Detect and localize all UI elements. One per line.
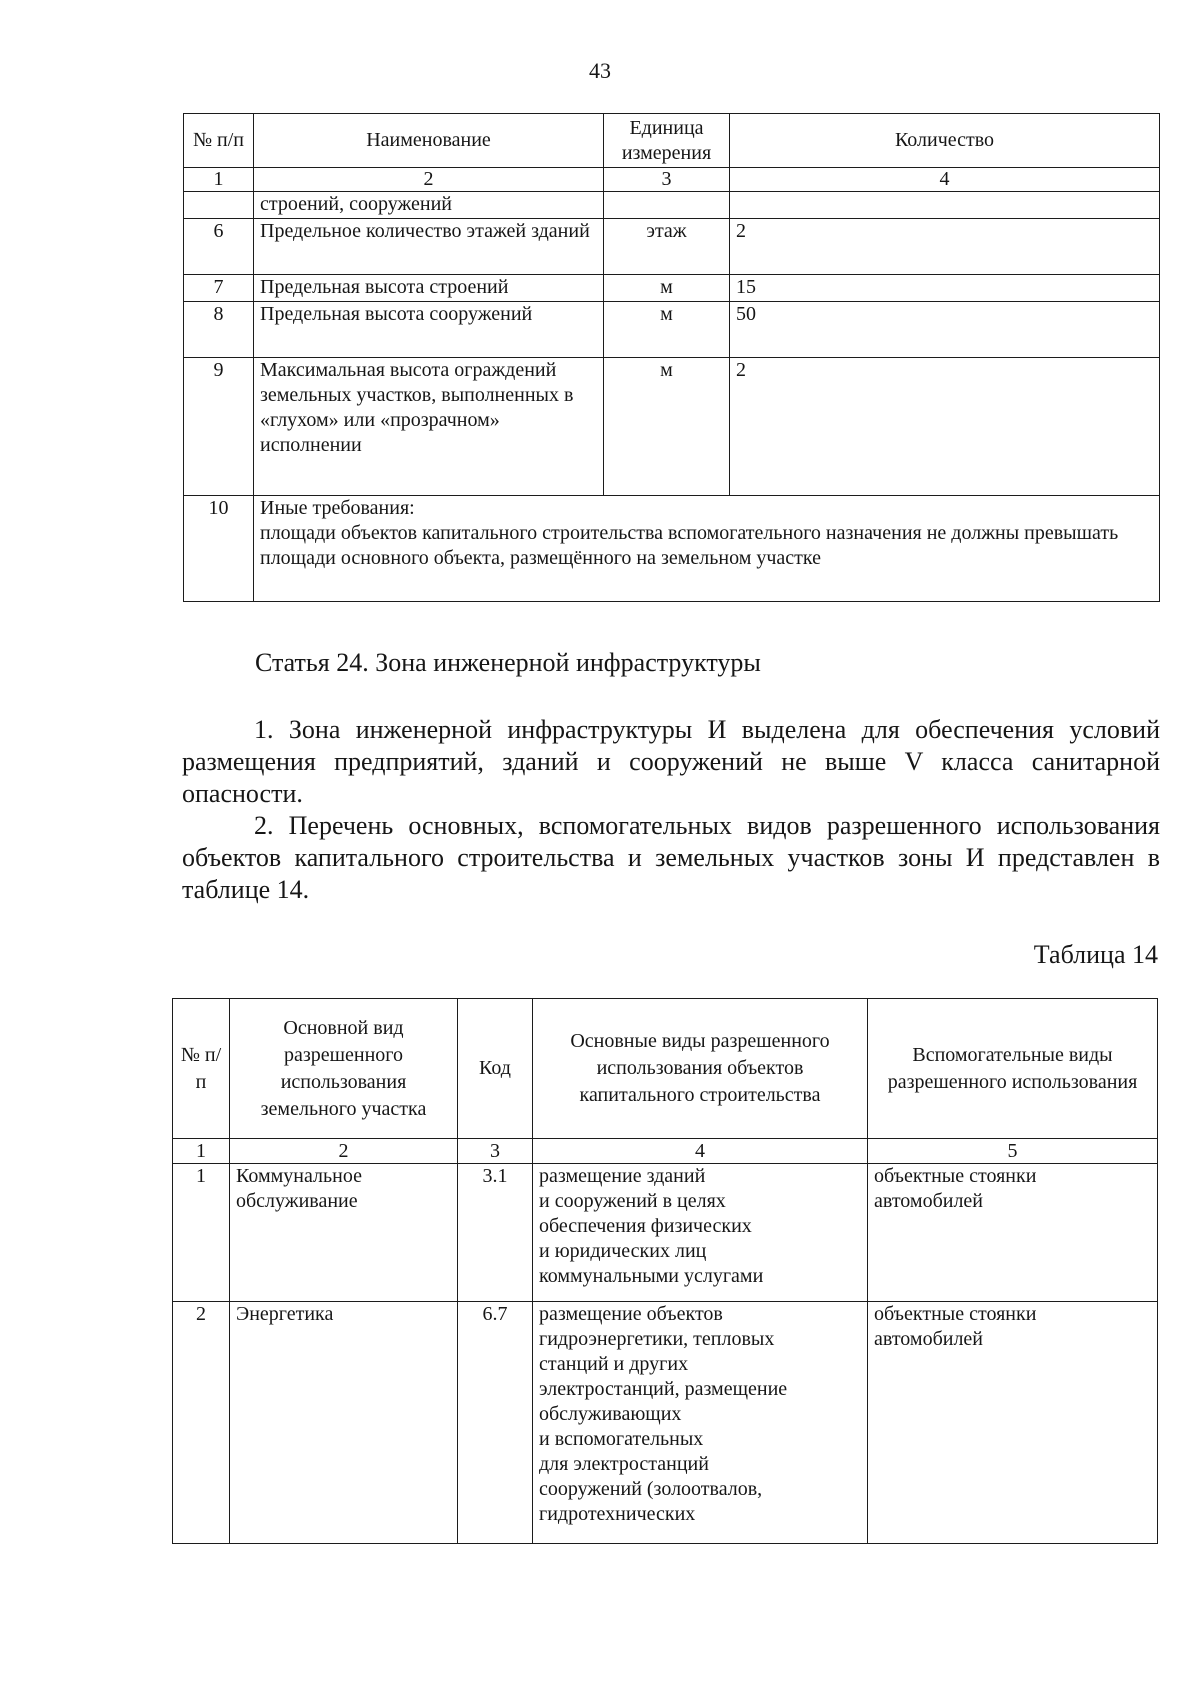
requirements-table bbox=[183, 113, 1160, 602]
row-qty: 15 bbox=[730, 275, 1160, 302]
row-code: 3.1 bbox=[458, 1164, 533, 1302]
table-row bbox=[184, 192, 1160, 219]
table-row-other-requirements bbox=[184, 496, 1160, 602]
row-name: строений, сооружений bbox=[254, 192, 604, 219]
row-num: 10 bbox=[184, 496, 254, 602]
row-unit: этаж bbox=[604, 219, 730, 275]
permitted-use-table bbox=[172, 998, 1158, 1544]
row-unit: м bbox=[604, 302, 730, 358]
table-caption: Таблица 14 bbox=[1033, 940, 1158, 969]
row-aux-kinds: объектные стоянки автомобилей bbox=[868, 1164, 1158, 1302]
row-main-kinds-oks: размещение зданий и сооружений в целях обеспечения физических и юридических лиц коммунальными услугами bbox=[533, 1164, 868, 1302]
row-code: 6.7 bbox=[458, 1302, 533, 1544]
table-header-row bbox=[184, 114, 1160, 168]
col-number: 3 bbox=[458, 1139, 533, 1164]
article-heading: Статья 24. Зона инженерной инфраструктуры bbox=[255, 648, 761, 677]
row-main-kind: Коммунальное обслуживание bbox=[230, 1164, 458, 1302]
header-code: Код bbox=[458, 999, 533, 1139]
table-row bbox=[184, 358, 1160, 496]
header-main-kinds-oks: Основные виды разрешенного использования объектов капитального строительства bbox=[533, 999, 868, 1139]
row-num: 8 bbox=[184, 302, 254, 358]
header-main-kind: Основной вид разрешенного использования земельного участка bbox=[230, 999, 458, 1139]
column-number-row bbox=[173, 1139, 1158, 1164]
row-unit bbox=[604, 192, 730, 219]
row-num: 6 bbox=[184, 219, 254, 275]
other-requirements-text: площади объектов капитального строительства вспомогательного назначения не должны превышать площади основного объекта, размещённого на земельном участке bbox=[260, 522, 1119, 569]
col-number: 5 bbox=[868, 1139, 1158, 1164]
other-requirements-label: Иные требования: bbox=[260, 497, 415, 519]
table-row bbox=[184, 219, 1160, 275]
row-num: 7 bbox=[184, 275, 254, 302]
table-header-row bbox=[173, 999, 1158, 1139]
column-number-row bbox=[184, 168, 1160, 192]
row-aux-kinds: объектные стоянки автомобилей bbox=[868, 1302, 1158, 1544]
table-row bbox=[184, 302, 1160, 358]
col-number: 2 bbox=[230, 1139, 458, 1164]
header-unit: Единица измерения bbox=[604, 114, 730, 168]
paragraph-2: 2. Перечень основных, вспомогательных видов разрешенного использования объектов капитального строительства и земельных участков зоны И представлен в таблице 14. bbox=[182, 811, 1160, 904]
row-num: 9 bbox=[184, 358, 254, 496]
header-num: № п/п bbox=[184, 114, 254, 168]
row-num: 1 bbox=[173, 1164, 230, 1302]
col-number: 2 bbox=[254, 168, 604, 192]
paragraph-1: 1. Зона инженерной инфраструктуры И выделена для обеспечения условий размещения предприятий, зданий и сооружений не выше V класса санитарной опасности. bbox=[182, 715, 1160, 808]
row-main-kinds-oks: размещение объектов гидроэнергетики, тепловых станций и других электростанций, размещение обслуживающих и вспомогательных для электростанций сооружений (золоотвалов, гидротехнических bbox=[533, 1302, 868, 1544]
row-unit: м bbox=[604, 275, 730, 302]
row-name: Предельная высота сооружений bbox=[254, 302, 604, 358]
row-unit: м bbox=[604, 358, 730, 496]
row-qty: 2 bbox=[730, 219, 1160, 275]
header-num: № п/п bbox=[173, 999, 230, 1139]
col-number: 4 bbox=[533, 1139, 868, 1164]
table-row bbox=[173, 1164, 1158, 1302]
header-name: Наименование bbox=[254, 114, 604, 168]
header-aux-kinds: Вспомогательные виды разрешенного использования bbox=[868, 999, 1158, 1139]
row-main-kind: Энергетика bbox=[230, 1302, 458, 1544]
row-num bbox=[184, 192, 254, 219]
row-name: Предельное количество этажей зданий bbox=[254, 219, 604, 275]
page-number: 43 bbox=[589, 58, 611, 83]
col-number: 1 bbox=[184, 168, 254, 192]
row-num: 2 bbox=[173, 1302, 230, 1544]
table-row bbox=[184, 275, 1160, 302]
row-qty bbox=[730, 192, 1160, 219]
row-name: Предельная высота строений bbox=[254, 275, 604, 302]
header-qty: Количество bbox=[730, 114, 1160, 168]
other-requirements-cell bbox=[254, 496, 1160, 602]
row-qty: 50 bbox=[730, 302, 1160, 358]
row-name: Максимальная высота ограждений земельных участков, выполненных в «глухом» или «прозрачном» исполнении bbox=[254, 358, 604, 496]
row-qty: 2 bbox=[730, 358, 1160, 496]
col-number: 1 bbox=[173, 1139, 230, 1164]
table-row bbox=[173, 1302, 1158, 1544]
col-number: 4 bbox=[730, 168, 1160, 192]
col-number: 3 bbox=[604, 168, 730, 192]
